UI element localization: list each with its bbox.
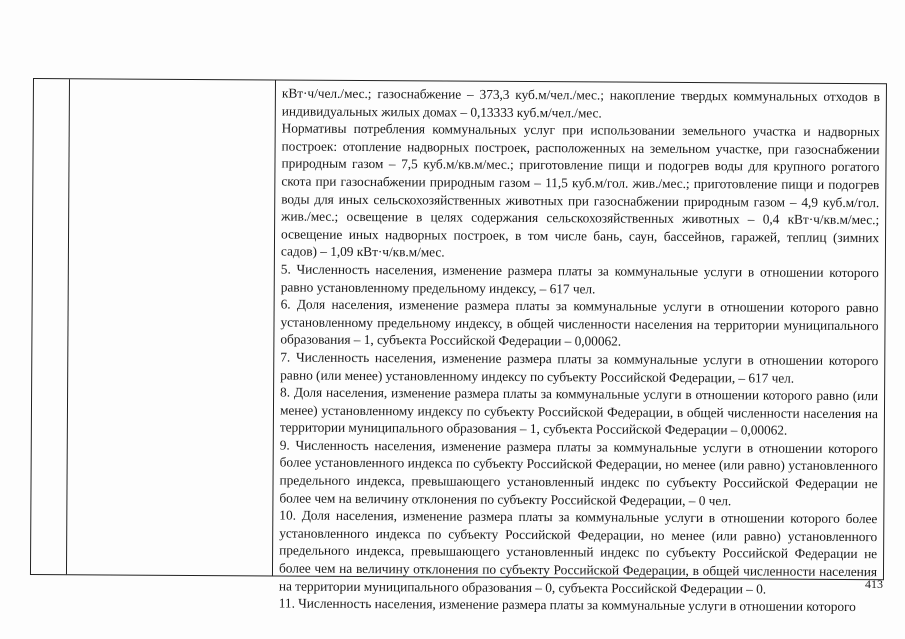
paragraph-item-6: 6. Доля населения, изменение размера платы за коммунальные услуги в отношении которого равно установленному предельному индексу, в общей численности населения на территории муниципального образования – 1, субъекта Российской Федерации – 0,00062. xyxy=(280,296,879,349)
paragraph-item-8: 8. Доля населения, изменение размера платы за коммунальные услуги в отношении которого равно (или менее) установленному индексу по субъекту Российской Федерации, в общей численности населения на территории муниципального образования – 1, субъекта Российской Федерации – 0,00062. xyxy=(279,384,879,438)
table-column-number xyxy=(31,79,70,574)
page-number: 413 xyxy=(865,577,883,591)
table-column-name xyxy=(67,79,276,575)
paragraph-land-plot-norms: Нормативы потребления коммунальных услуг при использовании земельного участка и надворных построек: отопление надворных построек, расположенных на земельном участке, при газоснабжении природным газом – 7,5 куб.м/кв.м/мес.; приготовление пищи и подогрев воды для крупного рогатого скота при газоснабжении природным газом – 11,5 куб.м/гол. жив./мес.; приготовление пищи и подогрев воды для иных сельскохозяйственных животных при газоснабжении природным газом – 4,9 куб.м/гол. жив./мес.; освещение в целях содержания сельскохозяйственных животных – 0,4 кВт·ч/кв.м/мес.; освещение иных надворных построек, в том числе бань, саун, бассейнов, гаражей, теплиц (зимних садов) – 1,09 кВт·ч/кв.м/мес. xyxy=(280,120,880,260)
paragraph-item-5: 5. Численность населения, изменение размера платы за коммунальные услуги в отношении которого равно установленному предельному индексу, – 617 чел. xyxy=(280,261,879,296)
paragraph-item-10: 10. Доля населения, изменение размера платы за коммунальные услуги в отношении которого более установленного индекса по субъекту Российской Федерации, но менее (или равно) установленного предельного индекса, превышающего установленный индекс по субъекту Российской Федерации не более чем на величину отклонения по субъекту Российской Федерации, в общей численности населения на территории муниципального образования – 0, субъекта Российской Федерации – 0. xyxy=(278,507,878,597)
paragraph-item-11: 11. Численность населения, изменение размера платы за коммунальные услуги в отношении которого xyxy=(278,595,856,615)
paragraph-item-9: 9. Численность населения, изменение размера платы за коммунальные услуги в отношении которого более установленного индекса по субъекту Российской Федерации, но менее (или равно) установленного предельного индекса, превышающего установленный индекс по субъекту Российской Федерации не более чем на величину отклонения по субъекту Российской Федерации, – 0 чел. xyxy=(279,437,878,508)
paragraph-continuation: кВт·ч/чел./мес.; газоснабжение – 373,3 куб.м/чел./мес.; накопление твердых коммунальных отходов в индивидуальных жилых домах – 0,13333 куб.м/чел./мес. xyxy=(281,85,880,121)
paragraph-item-7: 7. Численность населения, изменение размера платы за коммунальные услуги в отношении которого равно (или менее) установленному индексу по субъекту Российской Федерации, – 617 чел. xyxy=(280,349,879,386)
